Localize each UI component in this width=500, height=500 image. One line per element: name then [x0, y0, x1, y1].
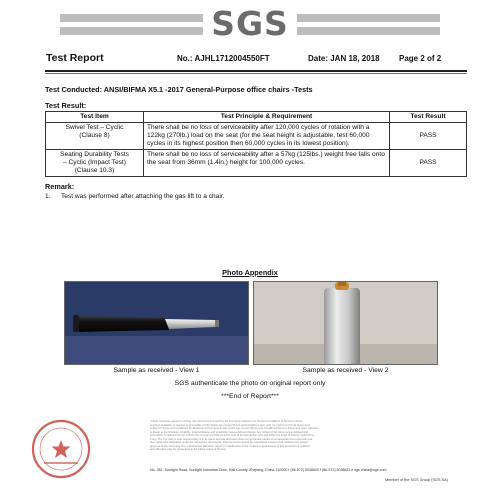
test-result-heading: Test Result:: [45, 101, 87, 110]
photo-caption: Sample as received - View 2: [302, 367, 389, 374]
report-date: Date: JAN 18, 2018: [308, 54, 380, 63]
remark-text: Test was performed after attaching the gas lift to a chair.: [61, 193, 225, 200]
table-row: [46, 123, 467, 150]
result-cell: PASS: [390, 123, 467, 150]
column-header: Test Item: [46, 112, 144, 123]
photo-appendix-title: Photo Appendix: [222, 268, 278, 277]
table-row: [46, 150, 467, 177]
remark-heading: Remark:: [45, 182, 75, 191]
principle-cell: There shall be no loss of serviceability after 120,000 cycles of rotation with a 122kg (270lb.) load on the seat (for the seat height is adjustable, test 60,000 cycles in its highest position then 60,000 cycles in its lowest position).: [144, 123, 390, 150]
sample-photo-view-2: [253, 281, 438, 365]
column-header: Test Principle & Requirement: [144, 112, 390, 123]
table-header-row: [46, 112, 467, 123]
test-item-cell: Swivel Test – Cyclic (Clause 8): [46, 123, 144, 150]
result-cell: PASS: [390, 150, 467, 177]
authenticate-note: SGS authenticate the photo on original report only: [174, 380, 326, 387]
test-conducted: Test Conducted: ANSI/BIFMA X5.1 -2017 General-Purpose office chairs -Tests: [45, 85, 313, 94]
test-item-cell: Seating Durability Tests – Cyclic (Impact Test) (Clause 10.3): [46, 150, 144, 177]
gas-lift-cylinder-photo: [254, 282, 438, 365]
test-result-table: [45, 111, 467, 177]
logo-text: SGS: [0, 4, 500, 44]
header-rule: [45, 70, 467, 72]
company-address: No. 381, Sunlight Road, Sunlight Industrial Zone, Hall County, Zhejiang, China 310000 t (86-572) 5038600 f (86-572) 5038611 e sgs.china@sgs.com: [150, 468, 387, 472]
header-rule-thin: [45, 73, 467, 74]
report-title: Test Report: [46, 52, 104, 64]
photo-caption: Sample as received - View 1: [113, 367, 200, 374]
company-seal-stamp: [30, 418, 92, 480]
principle-cell: There shall be no loss of serviceability after a 57kg (125lbs.) weight free falls onto the seat from 36mm (1.4in.) height for 100,000 cycles.: [144, 150, 390, 177]
terms-fine-print: Unless otherwise agreed in writing, this document is issued by the Company subject to its General Conditions of Service printed overleaf, available on request or accessible at http://www.sgs.com/en/Terms-and-Conditions.aspx and, for electronic format documents, subject to Terms and Conditions for Electronic Documents at http://www.sgs.com/en/Terms-and-Conditions/Terms-e-Document.aspx. Attention is drawn to the limitation of liability, indemnification and jurisdiction issues defined therein. Any holder of this document is advised that information contained hereon reflects the Company's findings at the time of its intervention only and within the limits of Client's instructions, if any. The Company's sole responsibility is to its Client and this document does not exonerate parties to a transaction from exercising all their rights and obligations under the transaction documents. This document cannot be reproduced except in full, without prior written approval of the Company. Any unauthorized alteration, forgery or falsification of the content or appearance of this document is unlawful and offenders may be prosecuted to the fullest extent of the law.: [150, 420, 319, 451]
column-header: Test Result: [390, 112, 467, 123]
remark-item: [45, 193, 224, 200]
page-indicator: Page 2 of 2: [399, 54, 442, 63]
remark-number: 1.: [45, 193, 51, 200]
report-number: No.: AJHL1712004550FT: [177, 54, 270, 63]
end-of-report: ***End of Report***: [221, 393, 279, 400]
gas-lift-cylinder-photo: [65, 282, 249, 365]
sgs-logo: [0, 4, 500, 48]
member-note: Member of the SGS Group (SGS SA): [385, 478, 448, 482]
sample-photo-view-1: [64, 281, 249, 365]
